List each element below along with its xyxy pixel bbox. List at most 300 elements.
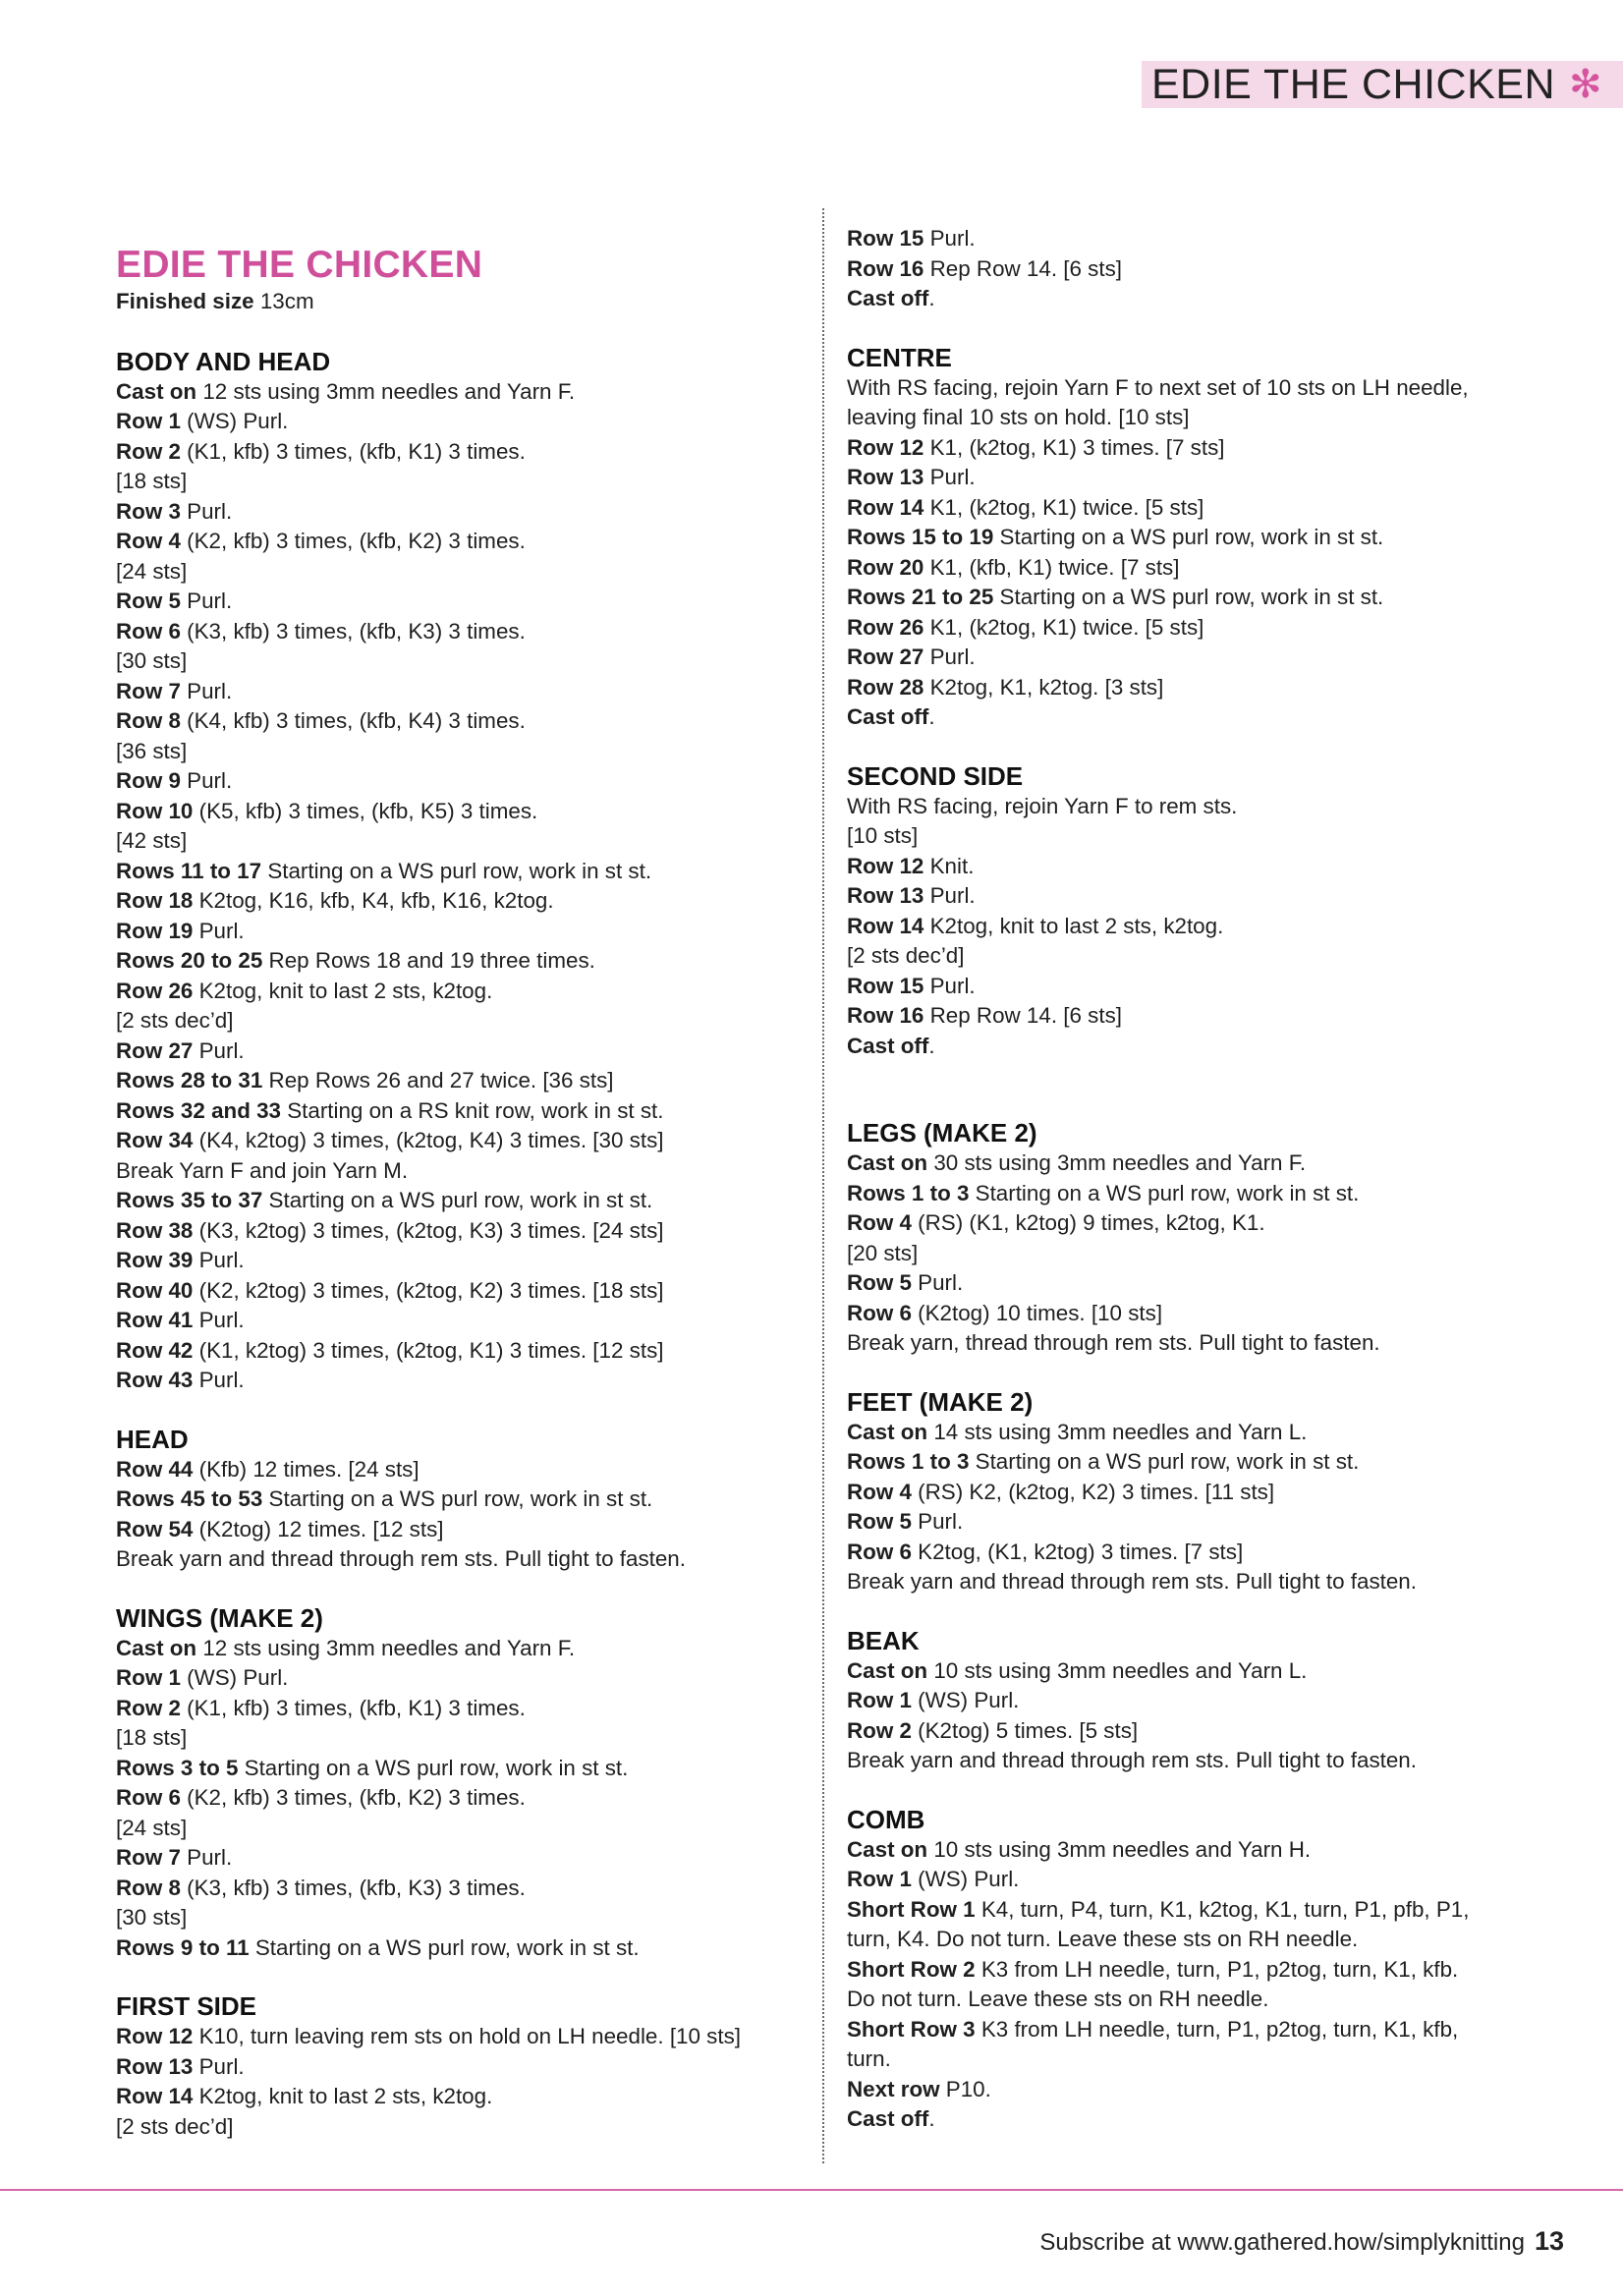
instruction-line xyxy=(847,643,1535,673)
instruction-label: Row 20 xyxy=(847,554,924,580)
instruction-text: [2 sts dec’d] xyxy=(847,943,965,968)
instruction-text: Purl. xyxy=(193,1037,245,1063)
instruction-line xyxy=(847,1179,1535,1209)
instruction-line xyxy=(847,284,1535,314)
instruction-text: K2tog, K16, kfb, K4, kfb, K16, k2tog. xyxy=(193,888,554,913)
right-sections xyxy=(847,224,1535,2135)
instruction-label: Row 54 xyxy=(116,1516,194,1541)
instruction-label: Row 27 xyxy=(847,644,924,669)
instruction-label: Row 4 xyxy=(116,529,181,553)
instruction-text: . xyxy=(928,1033,935,1058)
instruction-text: (K5, kfb) 3 times, (kfb, K5) 3 times. xyxy=(193,798,538,823)
instruction-line xyxy=(847,2104,1535,2135)
instruction-text: K2tog, knit to last 2 sts, k2tog. xyxy=(923,913,1224,938)
instruction-label: Row 14 xyxy=(116,2084,194,2108)
instruction-line xyxy=(847,1328,1535,1359)
instruction-text: K2tog, knit to last 2 sts, k2tog. xyxy=(193,978,493,1003)
instruction-line xyxy=(116,706,804,737)
instruction-label: Short Row 3 xyxy=(847,2016,976,2042)
instruction-label: Rows 35 to 37 xyxy=(116,1188,263,1212)
instruction-text: K2tog, K1, k2tog. [3 sts] xyxy=(923,674,1164,700)
section-title-centre: CENTRE xyxy=(847,342,952,372)
instruction-label: Row 28 xyxy=(847,674,924,700)
instruction-label: Row 2 xyxy=(847,1717,912,1743)
instruction-line xyxy=(847,2015,1535,2045)
instruction-label: Row 44 xyxy=(116,1456,194,1482)
instruction-label: Cast on xyxy=(847,1836,928,1862)
instruction-label: Rows 45 to 53 xyxy=(116,1486,263,1511)
instruction-text: (K3, k2tog) 3 times, (k2tog, K3) 3 times. [24 sts] xyxy=(193,1217,664,1243)
instruction-text: Purl. xyxy=(180,588,233,613)
instruction-label: Rows 3 to 5 xyxy=(116,1755,239,1780)
instruction-label: Row 12 xyxy=(116,2024,194,2048)
instruction-label: Row 38 xyxy=(116,1217,194,1243)
instruction-text: (K2tog) 5 times. [5 sts] xyxy=(911,1717,1139,1743)
instruction-line xyxy=(847,881,1535,912)
instruction-label: Row 14 xyxy=(847,913,924,938)
instruction-line xyxy=(116,1484,804,1515)
section-title-beak: BEAK xyxy=(847,1625,920,1655)
instruction-line xyxy=(116,737,804,767)
instruction-text: [10 sts] xyxy=(847,823,919,848)
instruction-line xyxy=(116,677,804,707)
instruction-line xyxy=(847,702,1535,733)
instruction-label: Row 1 xyxy=(847,1867,912,1891)
instruction-line xyxy=(847,821,1535,852)
instruction-text: K3 from LH needle, turn, P1, p2tog, turn, K1, kfb. xyxy=(975,1956,1459,1982)
instruction-text: [42 sts] xyxy=(116,828,188,853)
instruction-line xyxy=(116,1843,804,1874)
instruction-text: Purl. xyxy=(193,1368,245,1392)
instruction-text: 12 sts using 3mm needles and Yarn F. xyxy=(196,378,576,404)
instruction-text: Break yarn and thread through rem sts. Pull tight to fasten. xyxy=(847,1748,1417,1772)
instruction-line xyxy=(116,1306,804,1336)
instruction-label: Row 42 xyxy=(116,1337,194,1363)
instruction-line xyxy=(847,254,1535,285)
instruction-text: Starting on a WS purl row, work in st st. xyxy=(993,525,1384,549)
instruction-line xyxy=(847,1865,1535,1895)
instruction-line xyxy=(116,1126,804,1156)
instruction-label: Row 10 xyxy=(116,798,194,823)
instruction-label: Row 6 xyxy=(116,618,181,644)
instruction-line xyxy=(847,493,1535,524)
instruction-text: turn. xyxy=(847,2046,891,2071)
instruction-text: Break Yarn F and join Yarn M. xyxy=(116,1157,409,1183)
instruction-text: Purl. xyxy=(923,644,976,669)
instruction-text: With RS facing, rejoin Yarn F to next set of 10 sts on LH needle, xyxy=(847,374,1469,400)
instruction-line xyxy=(116,407,804,437)
instruction-line xyxy=(116,1276,804,1307)
instruction-line xyxy=(116,1246,804,1276)
instruction-text: (K3, kfb) 3 times, (kfb, K3) 3 times. xyxy=(180,1875,526,1900)
instruction-line xyxy=(847,1478,1535,1508)
instruction-text: (Kfb) 12 times. [24 sts] xyxy=(193,1456,420,1482)
instruction-line xyxy=(847,1032,1535,1062)
instruction-label: Row 7 xyxy=(116,1845,181,1870)
instruction-text: K4, turn, P4, turn, K1, k2tog, K1, turn, P1, pfb, P1, xyxy=(975,1896,1470,1922)
instruction-line xyxy=(847,1955,1535,1986)
instruction-text: Purl. xyxy=(923,973,976,998)
instruction-text: Purl. xyxy=(193,2053,245,2079)
footer xyxy=(1039,2226,1564,2257)
instruction-label: Rows 1 to 3 xyxy=(847,1180,970,1205)
instruction-line xyxy=(116,1634,804,1664)
instruction-line xyxy=(116,437,804,468)
instruction-text: Rep Row 14. [6 sts] xyxy=(923,1003,1122,1028)
instruction-label: Row 43 xyxy=(116,1368,194,1392)
instruction-line xyxy=(847,463,1535,493)
instruction-text: Purl. xyxy=(193,1248,245,1272)
instruction-line xyxy=(116,1874,804,1904)
instruction-label: Short Row 2 xyxy=(847,1956,976,1982)
instruction-label: Row 13 xyxy=(116,2053,194,2079)
instruction-label: Row 16 xyxy=(847,1003,924,1028)
instruction-label: Row 15 xyxy=(847,973,924,998)
instruction-text: Purl. xyxy=(911,1509,964,1534)
instruction-text: (WS) Purl. xyxy=(180,1665,289,1690)
instruction-text: Break yarn and thread through rem sts. Pull tight to fasten. xyxy=(847,1569,1417,1594)
instruction-line xyxy=(116,1066,804,1096)
instruction-line xyxy=(116,1663,804,1694)
instruction-line xyxy=(116,1515,804,1545)
instruction-label: Row 1 xyxy=(116,1665,181,1690)
instruction-text: Starting on a WS purl row, work in st st. xyxy=(993,585,1384,609)
instruction-line xyxy=(847,792,1535,822)
instruction-label: Cast on xyxy=(847,1419,928,1444)
instruction-label: Rows 11 to 17 xyxy=(116,858,262,883)
instruction-line xyxy=(847,2075,1535,2105)
instruction-text: Rep Rows 26 and 27 twice. [36 sts] xyxy=(262,1068,614,1092)
section-title-first-side: FIRST SIDE xyxy=(116,1991,257,2021)
section-title-head: HEAD xyxy=(116,1424,189,1454)
instruction-text: 14 sts using 3mm needles and Yarn L. xyxy=(927,1419,1308,1444)
instruction-label: Row 14 xyxy=(847,494,924,520)
section-title-second-side: SECOND SIDE xyxy=(847,760,1024,791)
instruction-text: Purl. xyxy=(180,768,233,793)
instruction-label: Row 8 xyxy=(116,708,181,733)
instruction-text: leaving final 10 sts on hold. [10 sts] xyxy=(847,405,1190,429)
right-column xyxy=(847,224,1535,2135)
instruction-text: [18 sts] xyxy=(116,1725,188,1750)
instruction-text: (K4, k2tog) 3 times, (k2tog, K4) 3 times. [30 sts] xyxy=(193,1128,664,1152)
instruction-line xyxy=(116,497,804,528)
instruction-text: K10, turn leaving rem sts on hold on LH needle. [10 sts] xyxy=(193,2024,741,2048)
instruction-label: Row 18 xyxy=(116,888,194,913)
instruction-text: (K2, k2tog) 3 times, (k2tog, K2) 3 times. [18 sts] xyxy=(193,1277,664,1303)
instruction-text: K3 from LH needle, turn, P1, p2tog, turn, K1, kfb, xyxy=(975,2016,1459,2042)
instruction-text: With RS facing, rejoin Yarn F to rem sts. xyxy=(847,793,1238,818)
instruction-text: turn, K4. Do not turn. Leave these sts on RH needle. xyxy=(847,1927,1359,1951)
instruction-line xyxy=(116,1544,804,1575)
instruction-text: (K4, kfb) 3 times, (kfb, K4) 3 times. xyxy=(180,708,526,733)
instruction-text: Purl. xyxy=(923,226,976,251)
instruction-label: Row 9 xyxy=(116,768,181,793)
instruction-line xyxy=(847,1268,1535,1299)
asterisk-icon: ✻ xyxy=(1569,63,1602,106)
instruction-text: (K2tog) 12 times. [12 sts] xyxy=(193,1516,444,1541)
instruction-line xyxy=(116,1903,804,1933)
finished-size-value: 13cm xyxy=(259,289,314,313)
instruction-text: (K1, k2tog) 3 times, (k2tog, K1) 3 times. [12 sts] xyxy=(193,1337,664,1363)
instruction-line xyxy=(116,1933,804,1964)
header-title: EDIE THE CHICKEN xyxy=(1151,60,1555,108)
instruction-label: Row 5 xyxy=(847,1270,912,1295)
instruction-line xyxy=(847,1208,1535,1239)
instruction-line xyxy=(847,1148,1535,1179)
instruction-text: (K1, kfb) 3 times, (kfb, K1) 3 times. xyxy=(180,1695,526,1720)
instruction-line xyxy=(116,886,804,917)
subscribe-link[interactable]: Subscribe at www.gathered.how/simplyknitting xyxy=(1039,2229,1525,2256)
instruction-text: Starting on a WS purl row, work in st st. xyxy=(261,858,652,883)
instruction-text: . xyxy=(928,704,935,729)
instruction-text: (WS) Purl. xyxy=(911,1688,1020,1712)
instruction-text: . xyxy=(928,2106,935,2131)
instruction-text: [30 sts] xyxy=(116,1905,188,1930)
instruction-text: [18 sts] xyxy=(116,469,188,493)
instruction-line xyxy=(847,1716,1535,1747)
instruction-label: Rows 28 to 31 xyxy=(116,1068,263,1092)
instruction-label: Row 26 xyxy=(847,614,924,640)
instruction-label: Row 6 xyxy=(847,1539,912,1564)
instruction-label: Cast on xyxy=(847,1657,928,1683)
instruction-line xyxy=(116,377,804,408)
instruction-text: (K2tog) 10 times. [10 sts] xyxy=(911,1300,1163,1325)
instruction-line xyxy=(847,224,1535,254)
instruction-line xyxy=(847,1299,1535,1329)
instruction-label: Cast off xyxy=(847,1033,929,1058)
instruction-line xyxy=(847,373,1535,404)
instruction-label: Rows 21 to 25 xyxy=(847,585,994,609)
instruction-line xyxy=(116,766,804,797)
instruction-label: Row 7 xyxy=(116,678,181,703)
instruction-label: Cast on xyxy=(116,378,197,404)
column-divider xyxy=(822,208,824,2163)
instruction-text: Purl. xyxy=(911,1270,964,1295)
instruction-label: Row 19 xyxy=(116,918,194,943)
instruction-label: Row 1 xyxy=(116,409,181,433)
instruction-label: Rows 20 to 25 xyxy=(116,948,263,973)
instruction-text: (K2, kfb) 3 times, (kfb, K2) 3 times. xyxy=(180,1785,526,1810)
section-title-body-and-head: BODY AND HEAD xyxy=(116,346,331,376)
instruction-label: Row 12 xyxy=(847,434,924,460)
instruction-line xyxy=(116,587,804,617)
instruction-line xyxy=(116,527,804,557)
instruction-text: (K1, kfb) 3 times, (kfb, K1) 3 times. xyxy=(180,438,526,464)
instruction-label: Rows 32 and 33 xyxy=(116,1097,281,1123)
instruction-line xyxy=(847,403,1535,433)
instruction-line xyxy=(116,857,804,887)
instruction-text: P10. xyxy=(939,2076,991,2101)
instruction-text: [2 sts dec’d] xyxy=(116,2113,234,2139)
instruction-line xyxy=(847,673,1535,703)
instruction-label: Row 13 xyxy=(847,883,924,908)
instruction-line xyxy=(116,1096,804,1127)
instruction-line xyxy=(116,1036,804,1067)
instruction-label: Row 2 xyxy=(116,1695,181,1720)
instruction-label: Row 2 xyxy=(116,438,181,464)
instruction-line xyxy=(116,617,804,647)
instruction-label: Next row xyxy=(847,2076,940,2101)
instruction-line xyxy=(847,852,1535,882)
instruction-label: Cast on xyxy=(116,1635,197,1660)
instruction-label: Cast off xyxy=(847,286,929,310)
instruction-text: Knit. xyxy=(923,853,975,878)
instruction-label: Row 12 xyxy=(847,853,924,878)
instruction-text: (WS) Purl. xyxy=(911,1867,1020,1891)
instruction-label: Row 5 xyxy=(847,1509,912,1534)
instruction-line xyxy=(847,583,1535,613)
instruction-text: 10 sts using 3mm needles and Yarn H. xyxy=(927,1836,1312,1862)
instruction-line xyxy=(847,2044,1535,2075)
instruction-text: (RS) (K1, k2tog) 9 times, k2tog, K1. xyxy=(911,1210,1265,1235)
instruction-line xyxy=(116,826,804,857)
instruction-label: Row 15 xyxy=(847,226,924,251)
instruction-label: Rows 9 to 11 xyxy=(116,1934,250,1960)
instruction-line xyxy=(847,1507,1535,1538)
instruction-line xyxy=(116,2082,804,2112)
instruction-line xyxy=(847,433,1535,464)
instruction-line xyxy=(116,2112,804,2143)
instruction-text: (K2, kfb) 3 times, (kfb, K2) 3 times. xyxy=(180,529,526,553)
instruction-text: Purl. xyxy=(180,498,233,524)
instruction-line xyxy=(116,2052,804,2083)
left-sections xyxy=(116,347,804,2143)
instruction-line xyxy=(847,1895,1535,1926)
instruction-text: Purl. xyxy=(193,918,245,943)
instruction-text: [30 sts] xyxy=(116,648,188,673)
instruction-line xyxy=(847,972,1535,1002)
instruction-label: Cast on xyxy=(847,1150,928,1175)
instruction-line xyxy=(116,977,804,1007)
instruction-text: 12 sts using 3mm needles and Yarn F. xyxy=(196,1635,576,1660)
instruction-text: 30 sts using 3mm needles and Yarn F. xyxy=(927,1150,1307,1175)
instruction-text: K1, (k2tog, K1) twice. [5 sts] xyxy=(923,494,1204,520)
instruction-line xyxy=(847,1656,1535,1687)
instruction-text: K2tog, (K1, k2tog) 3 times. [7 sts] xyxy=(911,1539,1244,1564)
instruction-line xyxy=(847,912,1535,942)
instruction-text: Break yarn, thread through rem sts. Pull tight to fasten. xyxy=(847,1330,1380,1355)
section-title-legs-make-2: LEGS (MAKE 2) xyxy=(847,1118,1037,1148)
section-title-feet-make-2: FEET (MAKE 2) xyxy=(847,1386,1034,1417)
instruction-text: Starting on a WS purl row, work in st st. xyxy=(262,1486,653,1511)
instruction-text: K2tog, knit to last 2 sts, k2tog. xyxy=(193,2084,493,2108)
instruction-label: Short Row 1 xyxy=(847,1896,976,1922)
instruction-text: 10 sts using 3mm needles and Yarn L. xyxy=(927,1657,1308,1683)
instruction-line xyxy=(116,1754,804,1784)
instruction-line xyxy=(116,1156,804,1187)
instruction-label: Row 13 xyxy=(847,465,924,489)
footer-rule xyxy=(0,2189,1623,2191)
header-tag xyxy=(1142,61,1623,108)
instruction-text: Purl. xyxy=(923,883,976,908)
instruction-label: Row 39 xyxy=(116,1248,194,1272)
instruction-text: (WS) Purl. xyxy=(180,409,289,433)
instruction-text: K1, (k2tog, K1) twice. [5 sts] xyxy=(923,614,1204,640)
instruction-label: Rows 1 to 3 xyxy=(847,1449,970,1474)
instruction-line xyxy=(116,1783,804,1814)
instruction-text: Starting on a WS purl row, work in st st. xyxy=(238,1755,629,1780)
instruction-line xyxy=(847,1567,1535,1597)
instruction-text: Do not turn. Leave these sts on RH needle. xyxy=(847,1987,1269,2011)
instruction-text: [2 sts dec’d] xyxy=(116,1008,234,1033)
instruction-line xyxy=(847,1001,1535,1032)
instruction-line xyxy=(116,1814,804,1844)
instruction-line xyxy=(847,1239,1535,1269)
page-number: 13 xyxy=(1534,2226,1564,2256)
instruction-line xyxy=(116,917,804,947)
instruction-line xyxy=(116,467,804,497)
instruction-label: Row 6 xyxy=(847,1300,912,1325)
instruction-text: [36 sts] xyxy=(116,738,188,763)
instruction-label: Row 1 xyxy=(847,1688,912,1712)
instruction-label: Row 16 xyxy=(847,255,924,281)
instruction-text: (RS) K2, (k2tog, K2) 3 times. [11 sts] xyxy=(911,1479,1275,1504)
instruction-text: Purl. xyxy=(193,1308,245,1332)
instruction-line xyxy=(116,1455,804,1485)
section-title-wings-make-2: WINGS (MAKE 2) xyxy=(116,1602,323,1633)
instruction-line xyxy=(116,557,804,588)
finished-size-label: Finished size xyxy=(116,289,254,313)
instruction-line xyxy=(116,1216,804,1247)
instruction-text: Purl. xyxy=(180,1845,233,1870)
instruction-label: Cast off xyxy=(847,704,929,729)
instruction-line xyxy=(116,1723,804,1754)
instruction-line xyxy=(847,1746,1535,1776)
instruction-line xyxy=(847,1538,1535,1568)
instruction-text: Break yarn and thread through rem sts. Pull tight to fasten. xyxy=(116,1546,686,1571)
pattern-title: EDIE THE CHICKEN xyxy=(116,244,483,286)
instruction-line xyxy=(847,1686,1535,1716)
instruction-line xyxy=(116,1336,804,1367)
left-column xyxy=(116,224,804,2142)
instruction-label: Row 3 xyxy=(116,498,181,524)
instruction-label: Row 40 xyxy=(116,1277,194,1303)
instruction-line xyxy=(847,1925,1535,1955)
instruction-text: Purl. xyxy=(180,678,233,703)
instruction-line xyxy=(116,1186,804,1216)
instruction-label: Row 4 xyxy=(847,1479,912,1504)
instruction-label: Row 27 xyxy=(116,1037,194,1063)
instruction-text: [24 sts] xyxy=(116,1815,188,1840)
instruction-label: Row 6 xyxy=(116,1785,181,1810)
instruction-text: (K3, kfb) 3 times, (kfb, K3) 3 times. xyxy=(180,618,526,644)
instruction-text: . xyxy=(928,286,935,310)
instruction-label: Row 41 xyxy=(116,1308,194,1332)
instruction-line xyxy=(847,1835,1535,1866)
instruction-line xyxy=(847,1418,1535,1448)
instruction-line xyxy=(116,1366,804,1396)
instruction-line xyxy=(847,941,1535,972)
instruction-text: Starting on a WS purl row, work in st st. xyxy=(249,1934,640,1960)
instruction-line xyxy=(116,797,804,827)
instruction-line xyxy=(116,1006,804,1036)
instruction-text: Rep Rows 18 and 19 three times. xyxy=(262,948,595,973)
instruction-text: Starting on a RS knit row, work in st st. xyxy=(281,1097,664,1123)
instruction-label: Rows 15 to 19 xyxy=(847,525,994,549)
instruction-text: Rep Row 14. [6 sts] xyxy=(923,255,1122,281)
instruction-line xyxy=(116,2022,804,2052)
instruction-text: K1, (k2tog, K1) 3 times. [7 sts] xyxy=(923,434,1225,460)
instruction-text: Starting on a WS purl row, work in st st. xyxy=(969,1449,1360,1474)
instruction-label: Row 34 xyxy=(116,1128,194,1152)
instruction-line xyxy=(847,1447,1535,1478)
instruction-text: Starting on a WS purl row, work in st st. xyxy=(969,1180,1360,1205)
instruction-text: [24 sts] xyxy=(116,558,188,584)
instruction-line xyxy=(116,946,804,977)
instruction-label: Row 8 xyxy=(116,1875,181,1900)
instruction-line xyxy=(847,613,1535,644)
instruction-label: Row 5 xyxy=(116,588,181,613)
